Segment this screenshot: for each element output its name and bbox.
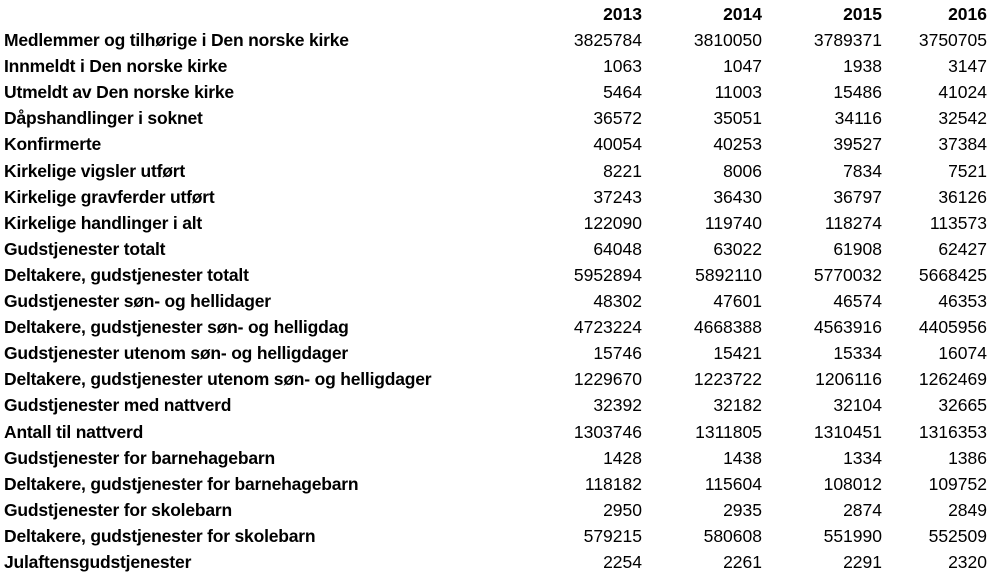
table-row — [4, 392, 988, 418]
value-cell-2016: 1262469 — [918, 369, 987, 390]
value-cell-2016: 4405956 — [918, 317, 987, 338]
row-label: Gudstjenester med nattverd — [4, 395, 232, 416]
value-cell-2016: 16074 — [938, 343, 987, 364]
row-label: Deltakere, gudstjenester for skolebarn — [4, 525, 316, 546]
row-label: Kirkelige vigsler utført — [4, 160, 185, 181]
value-cell-2013: 64048 — [593, 238, 642, 259]
value-cell-2013: 579215 — [583, 525, 642, 546]
value-cell-2016: 62427 — [938, 238, 987, 259]
value-cell-2015: 551990 — [823, 525, 882, 546]
table-row — [4, 210, 988, 236]
table-row — [4, 262, 988, 288]
table-row — [4, 366, 988, 392]
table-row — [4, 523, 988, 549]
value-cell-2013: 8221 — [603, 160, 642, 181]
table-row — [4, 131, 988, 157]
table-row — [4, 79, 988, 105]
column-header-2013: 2013 — [603, 4, 642, 24]
value-cell-2015: 3789371 — [813, 30, 882, 51]
value-cell-2016: 3750705 — [918, 30, 987, 51]
value-cell-2014: 35051 — [713, 108, 762, 129]
value-cell-2013: 48302 — [593, 291, 642, 312]
table-row — [4, 105, 988, 131]
row-label: Konfirmerte — [4, 134, 101, 155]
value-cell-2015: 5770032 — [813, 264, 882, 285]
value-cell-2013: 1428 — [603, 447, 642, 468]
value-cell-2016: 109752 — [928, 473, 987, 494]
row-label: Gudstjenester totalt — [4, 238, 166, 259]
value-cell-2013: 2254 — [603, 551, 642, 572]
value-cell-2013: 32392 — [593, 395, 642, 416]
value-cell-2015: 108012 — [823, 473, 882, 494]
value-cell-2014: 580608 — [703, 525, 762, 546]
statistics-table — [4, 1, 988, 575]
row-label: Medlemmer og tilhørige i Den norske kirke — [4, 30, 349, 51]
value-cell-2013: 1229670 — [573, 369, 642, 390]
table-row — [4, 340, 988, 366]
value-cell-2014: 5892110 — [695, 264, 762, 285]
table-body — [4, 27, 988, 575]
value-cell-2014: 40253 — [713, 134, 762, 155]
row-label: Utmeldt av Den norske kirke — [4, 82, 234, 103]
row-label: Deltakere, gudstjenester totalt — [4, 264, 249, 285]
value-cell-2016: 32542 — [938, 108, 987, 129]
value-cell-2016: 41024 — [938, 82, 987, 103]
value-cell-2015: 1334 — [843, 447, 882, 468]
row-label: Gudstjenester søn- og hellidager — [4, 291, 271, 312]
table-row — [4, 53, 988, 79]
value-cell-2013: 118182 — [584, 473, 642, 494]
value-cell-2015: 1310451 — [813, 421, 882, 442]
value-cell-2016: 37384 — [938, 134, 987, 155]
value-cell-2014: 115604 — [704, 473, 762, 494]
value-cell-2016: 552509 — [928, 525, 987, 546]
value-cell-2014: 11003 — [714, 82, 762, 103]
value-cell-2016: 32665 — [938, 395, 987, 416]
row-label: Julaftensgudstjenester — [4, 551, 192, 572]
value-cell-2013: 5464 — [603, 82, 642, 103]
row-label: Gudstjenester for skolebarn — [4, 499, 232, 520]
value-cell-2015: 36797 — [833, 186, 882, 207]
value-cell-2015: 46574 — [833, 291, 882, 312]
row-label: Kirkelige gravferder utført — [4, 186, 215, 207]
table-row — [4, 236, 988, 262]
value-cell-2015: 34116 — [834, 108, 882, 129]
value-cell-2014: 1047 — [723, 56, 762, 77]
value-cell-2013: 122090 — [583, 212, 642, 233]
value-cell-2014: 1223722 — [693, 369, 762, 390]
value-cell-2013: 5952894 — [573, 264, 642, 285]
table-row — [4, 419, 988, 445]
row-label: Deltakere, gudstjenester utenom søn- og helligdager — [4, 369, 432, 390]
value-cell-2015: 1206116 — [815, 369, 882, 390]
value-cell-2013: 4723224 — [573, 317, 642, 338]
header-row — [4, 1, 988, 27]
row-label: Antall til nattverd — [4, 421, 144, 442]
value-cell-2013: 36572 — [593, 108, 642, 129]
value-cell-2014: 36430 — [713, 186, 762, 207]
value-cell-2014: 119740 — [704, 212, 762, 233]
value-cell-2014: 8006 — [723, 160, 762, 181]
row-label: Gudstjenester for barnehagebarn — [4, 447, 275, 468]
value-cell-2015: 7834 — [843, 160, 882, 181]
value-cell-2015: 118274 — [824, 212, 882, 233]
value-cell-2014: 47601 — [713, 291, 762, 312]
column-header-2016: 2016 — [948, 4, 987, 24]
table-row — [4, 184, 988, 210]
row-label: Gudstjenester utenom søn- og helligdager — [4, 343, 348, 364]
value-cell-2014: 4668388 — [693, 317, 762, 338]
value-cell-2013: 15746 — [593, 343, 642, 364]
row-label: Deltakere, gudstjenester for barnehagebarn — [4, 473, 359, 494]
value-cell-2014: 2261 — [723, 551, 762, 572]
table-row — [4, 288, 988, 314]
row-label: Innmeldt i Den norske kirke — [4, 56, 228, 77]
table-row — [4, 445, 988, 471]
value-cell-2014: 15421 — [713, 343, 762, 364]
value-cell-2015: 32104 — [833, 395, 882, 416]
value-cell-2016: 2320 — [948, 551, 987, 572]
value-cell-2016: 2849 — [948, 499, 987, 520]
table-row — [4, 27, 988, 53]
value-cell-2016: 7521 — [948, 160, 987, 181]
value-cell-2015: 4563916 — [813, 317, 882, 338]
table-row — [4, 497, 988, 523]
value-cell-2015: 39527 — [833, 134, 882, 155]
value-cell-2014: 3810050 — [693, 30, 762, 51]
value-cell-2014: 2935 — [723, 499, 762, 520]
value-cell-2015: 15334 — [833, 343, 882, 364]
value-cell-2013: 2950 — [603, 499, 642, 520]
table-row — [4, 158, 988, 184]
value-cell-2015: 2874 — [843, 499, 882, 520]
value-cell-2015: 15486 — [833, 82, 882, 103]
column-header-2015: 2015 — [843, 4, 882, 24]
value-cell-2016: 1316353 — [918, 421, 987, 442]
row-label: Kirkelige handlinger i alt — [4, 212, 203, 233]
row-label: Deltakere, gudstjenester søn- og helligdag — [4, 317, 349, 338]
row-label: Dåpshandlinger i soknet — [4, 108, 203, 129]
table-row — [4, 471, 988, 497]
column-header-2014: 2014 — [723, 4, 762, 24]
value-cell-2015: 61908 — [833, 238, 882, 259]
value-cell-2016: 1386 — [948, 447, 987, 468]
value-cell-2014: 1438 — [723, 447, 762, 468]
table-row — [4, 549, 988, 575]
value-cell-2014: 32182 — [713, 395, 762, 416]
value-cell-2014: 1311805 — [695, 421, 762, 442]
value-cell-2013: 37243 — [593, 186, 642, 207]
value-cell-2013: 40054 — [593, 134, 642, 155]
value-cell-2014: 63022 — [713, 238, 762, 259]
value-cell-2013: 1063 — [603, 56, 642, 77]
value-cell-2016: 3147 — [948, 56, 987, 77]
value-cell-2013: 3825784 — [573, 30, 642, 51]
value-cell-2015: 2291 — [843, 551, 882, 572]
value-cell-2016: 113573 — [929, 212, 987, 233]
value-cell-2016: 46353 — [938, 291, 987, 312]
table-row — [4, 314, 988, 340]
value-cell-2016: 5668425 — [918, 264, 987, 285]
value-cell-2013: 1303746 — [573, 421, 642, 442]
value-cell-2016: 36126 — [938, 186, 987, 207]
value-cell-2015: 1938 — [843, 56, 882, 77]
